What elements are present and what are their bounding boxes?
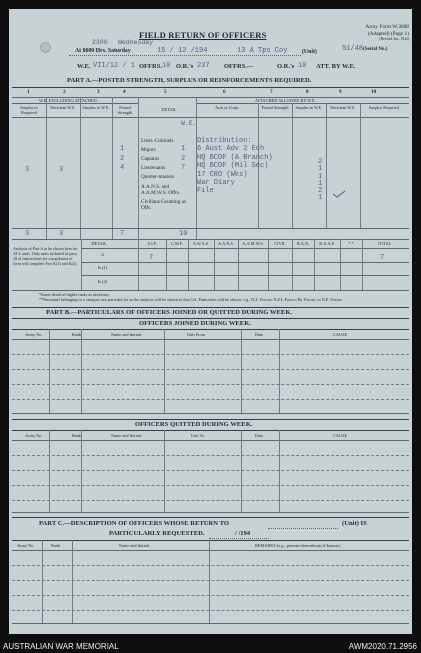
col-head-5: DETAIL <box>161 107 177 112</box>
total-c4: 7 <box>120 230 125 238</box>
part-c-col-rank: Rank <box>51 543 61 548</box>
detail-col-total: TOTAL <box>377 241 392 246</box>
hw-c5-captains: 2 <box>181 155 186 163</box>
joined-col-date: Date <box>255 332 264 337</box>
hw-c5-lieutenants: 7 <box>181 164 186 172</box>
detail-col-cmf: C.M.F. <box>171 241 183 246</box>
part-c-col-name: Name and Initials <box>119 543 150 548</box>
col-head-10: Surplus Required <box>369 105 399 110</box>
we-excl-header: W.E. EXCLUDING ATTACHED <box>39 98 97 103</box>
part-b-top-rule <box>12 307 409 308</box>
distribution-block <box>197 137 302 196</box>
form-id <box>337 24 409 41</box>
quitted-title-rule <box>12 430 409 431</box>
joined-title-rule <box>12 329 409 330</box>
form-title: FIELD RETURN OF OFFICERS <box>139 30 267 40</box>
hw-c4-captains: 2 <box>120 155 125 163</box>
joined-bottom-rule <box>12 413 409 414</box>
distribution-line-4: 17 CRO (Wks) <box>197 170 248 179</box>
footer-left: AUSTRALIAN WAR MEMORIAL <box>3 642 119 651</box>
detail-row-rule-3 <box>12 290 409 291</box>
part-c-date-dotted <box>209 538 269 539</box>
distribution-line-3: HQ BCOF (Mil Sec) <box>197 162 269 171</box>
total-c5: 10 <box>179 230 188 238</box>
quitted-col-date: Date <box>255 433 264 438</box>
rank-lieutenants: Lieutenants <box>141 165 166 171</box>
quitted-row-1 <box>12 455 409 456</box>
detail-col-aif: A.I.F. <box>147 241 157 246</box>
footnote-2: **Personnel belonging to a category not provided for in the analysis will be shown in this Col. Particulars will be shown, e.g., N.Z. Forces; N.E.I. Forces; Br. Forces; in N.E. Forces. <box>39 297 343 302</box>
col-head-6: Arm or Corps <box>215 105 239 110</box>
joined-row-1 <box>12 354 409 355</box>
joined-col-rank: Rank <box>72 332 82 337</box>
serial-label: (Serial No.) <box>363 47 388 52</box>
detail-row-k1: K.(1) <box>98 265 108 270</box>
col-num-7: 7 <box>270 89 273 95</box>
date-handwritten: 15 / 12 /194 <box>157 47 208 55</box>
ors2-handwritten: 10 <box>298 62 307 70</box>
quitted-row-4 <box>12 500 409 501</box>
rank-aans: A.A.N.S. and A.A.M.W.S. Offrs. <box>141 184 181 196</box>
ors-label: O.R.'s <box>176 63 194 70</box>
col-head-8: Surplus to W.E. <box>295 105 323 110</box>
detail-head-rule <box>81 248 409 249</box>
vline-d4 <box>214 239 215 290</box>
day-handwritten: Wednesday <box>118 39 154 46</box>
hw-c5-majors: 1 <box>181 145 186 153</box>
joined-row-3 <box>12 384 409 385</box>
col-num-9: 9 <box>339 89 342 95</box>
col-num-8: 8 <box>306 89 309 95</box>
col-num-6: 6 <box>223 89 226 95</box>
distribution-line-5: War Diary <box>197 179 235 188</box>
joined-row-2 <box>12 369 409 370</box>
part-a-top-rule <box>12 87 409 88</box>
col-head-2: Deficient W.E. <box>50 105 76 110</box>
tick-mark-icon <box>332 190 346 198</box>
col-head-1: Surplus to Required <box>20 105 38 115</box>
hw-c4-lieutenants: 4 <box>120 164 125 172</box>
col-num-1: 1 <box>27 89 30 95</box>
vline-c2 <box>72 540 73 623</box>
distribution-counts <box>318 159 328 203</box>
detail-a-aif: 7 <box>149 254 154 262</box>
hw-c1: 3 <box>25 166 30 174</box>
header-dotted-1 <box>69 55 301 56</box>
hw-c4-majors: 1 <box>120 145 125 153</box>
form-id-line3: (Revised Jan., 1942) <box>379 37 409 41</box>
detail-row-k2: K.(2) <box>98 279 108 284</box>
distribution-heading: Distribution: <box>197 137 252 145</box>
vline-a2 <box>80 97 81 239</box>
form-id-line1: Army Form W.3008 <box>365 24 409 30</box>
offrs2-label: OFFRS.— <box>224 63 254 70</box>
total-c2: 3 <box>59 230 64 238</box>
unit-handwritten: 13 A Tps Coy <box>237 47 288 55</box>
footer-caption <box>0 641 421 653</box>
quitted-col-army-no: Army No. <box>25 433 43 438</box>
quitted-title: OFFICERS QUITTED DURING WEEK. <box>135 421 253 428</box>
col-num-5: 5 <box>164 89 167 95</box>
part-c-unit-dotted <box>268 528 338 529</box>
part-c-title-2: PARTICULARLY REQUESTED. <box>109 530 205 537</box>
quitted-col-rank: Rank <box>72 433 82 438</box>
rank-civilians: Civilians Counting as Offs. <box>141 199 186 211</box>
detail-col-ran: R.A.N. <box>296 241 310 246</box>
we-handwritten: VII/12 / 1 <box>93 62 136 70</box>
col-head-rule <box>12 117 409 118</box>
at-hours-label: At 0600 Hrs. Saturday <box>75 48 131 54</box>
rank-lt-col: Lieut.-Colonels <box>141 138 174 144</box>
vline-q3 <box>164 430 165 512</box>
vline-d8 <box>314 239 315 290</box>
offrs-label: OFFRS. <box>139 63 162 70</box>
distribution-count-5: 2 <box>318 187 323 196</box>
detail-col-detail: DETAIL <box>91 241 107 246</box>
joined-col-cause: CAUSE <box>333 332 348 337</box>
group-header-rule-left <box>12 103 138 104</box>
joined-col-name: Name and Initials <box>111 332 142 337</box>
distribution-line-2: HQ BCOF (A Branch) <box>197 153 273 162</box>
detail-a-total: 7 <box>380 254 385 262</box>
distribution-count-6: 1 <box>318 194 323 203</box>
part-c-unit-is: (Unit) IS <box>342 520 367 527</box>
joined-title: OFFICERS JOINED DURING WEEK. <box>139 320 251 327</box>
part-c-bottom-rule <box>12 623 409 624</box>
vline-d6 <box>268 239 269 290</box>
col-head-7: Posted Strength <box>261 105 289 110</box>
ors2-label: O.R.'s <box>277 63 295 70</box>
distribution-line-1: 6 Aust Adv 2 Ech <box>197 145 265 154</box>
quitted-col-unit-to: Unit To <box>191 433 205 438</box>
vline-q5 <box>279 430 280 512</box>
rank-majors: Majors <box>141 147 156 153</box>
quitted-col-name: Name and Initials <box>111 433 142 438</box>
col-num-3: 3 <box>97 89 100 95</box>
distribution-line-6: File <box>197 187 214 196</box>
vline-j1 <box>49 329 50 413</box>
offrs-handwritten: 10 <box>162 62 171 70</box>
detail-col-raaf: R.A.A.F. <box>319 241 335 246</box>
vline-d9 <box>340 239 341 290</box>
vline-j2 <box>81 329 82 413</box>
detail-row-rule-2 <box>81 275 409 276</box>
vline-j3 <box>164 329 165 413</box>
quitted-head-rule <box>12 440 409 441</box>
hw-c2: 3 <box>59 166 64 174</box>
col-num-2: 2 <box>63 89 66 95</box>
col-head-3: Surplus to W.E. <box>82 105 110 110</box>
totals-bottom-rule <box>12 239 409 240</box>
we-label: W.E. <box>77 63 91 70</box>
vline-q4 <box>241 430 242 512</box>
vline-d10 <box>362 239 363 290</box>
detail-col-aamws: A.A.M.W.S. <box>242 241 264 246</box>
ors-handwritten: 237 <box>197 62 210 70</box>
quitted-row-2 <box>12 470 409 471</box>
distribution-count-3: 1 <box>318 172 323 181</box>
part-c-title-1: PART C.—DESCRIPTION OF OFFICERS WHOSE RETURN TO <box>39 520 229 527</box>
attached-header: ATTACHED ALLOWED BY W.E. <box>255 98 316 103</box>
footnote-1: *Insert detail of higher ranks as necessary. <box>39 292 111 297</box>
rank-captains: Captains <box>141 156 160 162</box>
quitted-row-3 <box>12 485 409 486</box>
part-b-title-rule <box>12 318 409 319</box>
vline-a3 <box>112 97 113 239</box>
unit-label: (Unit) <box>302 49 317 55</box>
col-head-4: Posted Strength <box>117 105 133 115</box>
vline-q2 <box>81 430 82 512</box>
vline-q1 <box>49 430 50 512</box>
part-c-col-remarks: REMARKS (e.g., present whereabouts if known). <box>255 543 341 548</box>
distribution-count-2: 1 <box>318 165 323 174</box>
vline-a4 <box>138 97 139 239</box>
part-c-col-army-no: Army No. <box>17 543 35 548</box>
vline-c1 <box>42 540 43 623</box>
joined-row-4 <box>12 399 409 400</box>
vline-j5 <box>279 329 280 413</box>
analysis-note: Analysis of Part A to be shown here for ALL units. Only units included in para. 10 of instructions for compilation of form will complete Part K(1) and K(2). <box>13 246 78 266</box>
col-num-4: 4 <box>123 89 126 95</box>
quitted-bottom-rule <box>12 512 409 513</box>
serial-handwritten: 51/48 <box>342 45 364 53</box>
hour-handwritten: 2300 <box>92 39 108 46</box>
vline-j4 <box>241 329 242 413</box>
col-head-9: Deficient W.E. <box>330 105 356 110</box>
part-b-title: PART B.—PARTICULARS OF OFFICERS JOINED OR QUITTED DURING WEEK. <box>46 309 293 316</box>
detail-row-rule-1 <box>81 262 409 263</box>
detail-col-civil: CIVIL <box>274 241 286 246</box>
group-header-rule-right <box>196 103 409 104</box>
detail-row-a: A. <box>101 252 106 257</box>
part-c-top-rule <box>12 517 409 518</box>
part-c-date-blank: / /194 <box>235 530 251 537</box>
total-c1: 3 <box>25 230 30 238</box>
quitted-col-cause: CAUSE <box>333 433 348 438</box>
joined-col-army-no: Army No. <box>25 332 43 337</box>
vline-d1 <box>138 239 139 290</box>
form-sheet <box>9 9 412 634</box>
detail-col-other: * * <box>348 241 354 246</box>
rank-list <box>141 137 195 211</box>
joined-head-rule <box>12 339 409 340</box>
footer-right: AWM2020.71.2956 <box>348 642 417 651</box>
vline-d5 <box>238 239 239 290</box>
vline-a1 <box>46 97 47 239</box>
quitted-top-rule <box>12 419 409 420</box>
col-num-10: 10 <box>371 89 377 95</box>
punch-hole-top <box>40 42 51 53</box>
vline-d2 <box>166 239 167 290</box>
vline-d7 <box>292 239 293 290</box>
distribution-count-4: 1 <box>318 179 323 188</box>
hw-c5-we: W.E. <box>181 120 197 127</box>
rank-quartermasters: Quarter-masters <box>141 174 175 180</box>
form-id-line2: (Adapted) (Page 1) <box>367 31 409 37</box>
part-a-title: PART A.—POSTED STRENGTH, SURPLUS OR REINFORCEMENTS REQUIRED. <box>67 77 312 84</box>
joined-col-unit-from: Unit From <box>187 332 206 337</box>
distribution-count-1: 2 <box>318 158 323 166</box>
vline-d0 <box>81 239 82 290</box>
detail-col-aans: A.A.N.S. <box>218 241 234 246</box>
vline-d3 <box>188 239 189 290</box>
vline-a9 <box>360 103 361 228</box>
vline-c3 <box>209 540 210 623</box>
detail-col-awas: A.W.A.S. <box>192 241 210 246</box>
totals-top-rule <box>12 228 409 229</box>
att-label: ATT. BY W.E. <box>316 63 356 70</box>
